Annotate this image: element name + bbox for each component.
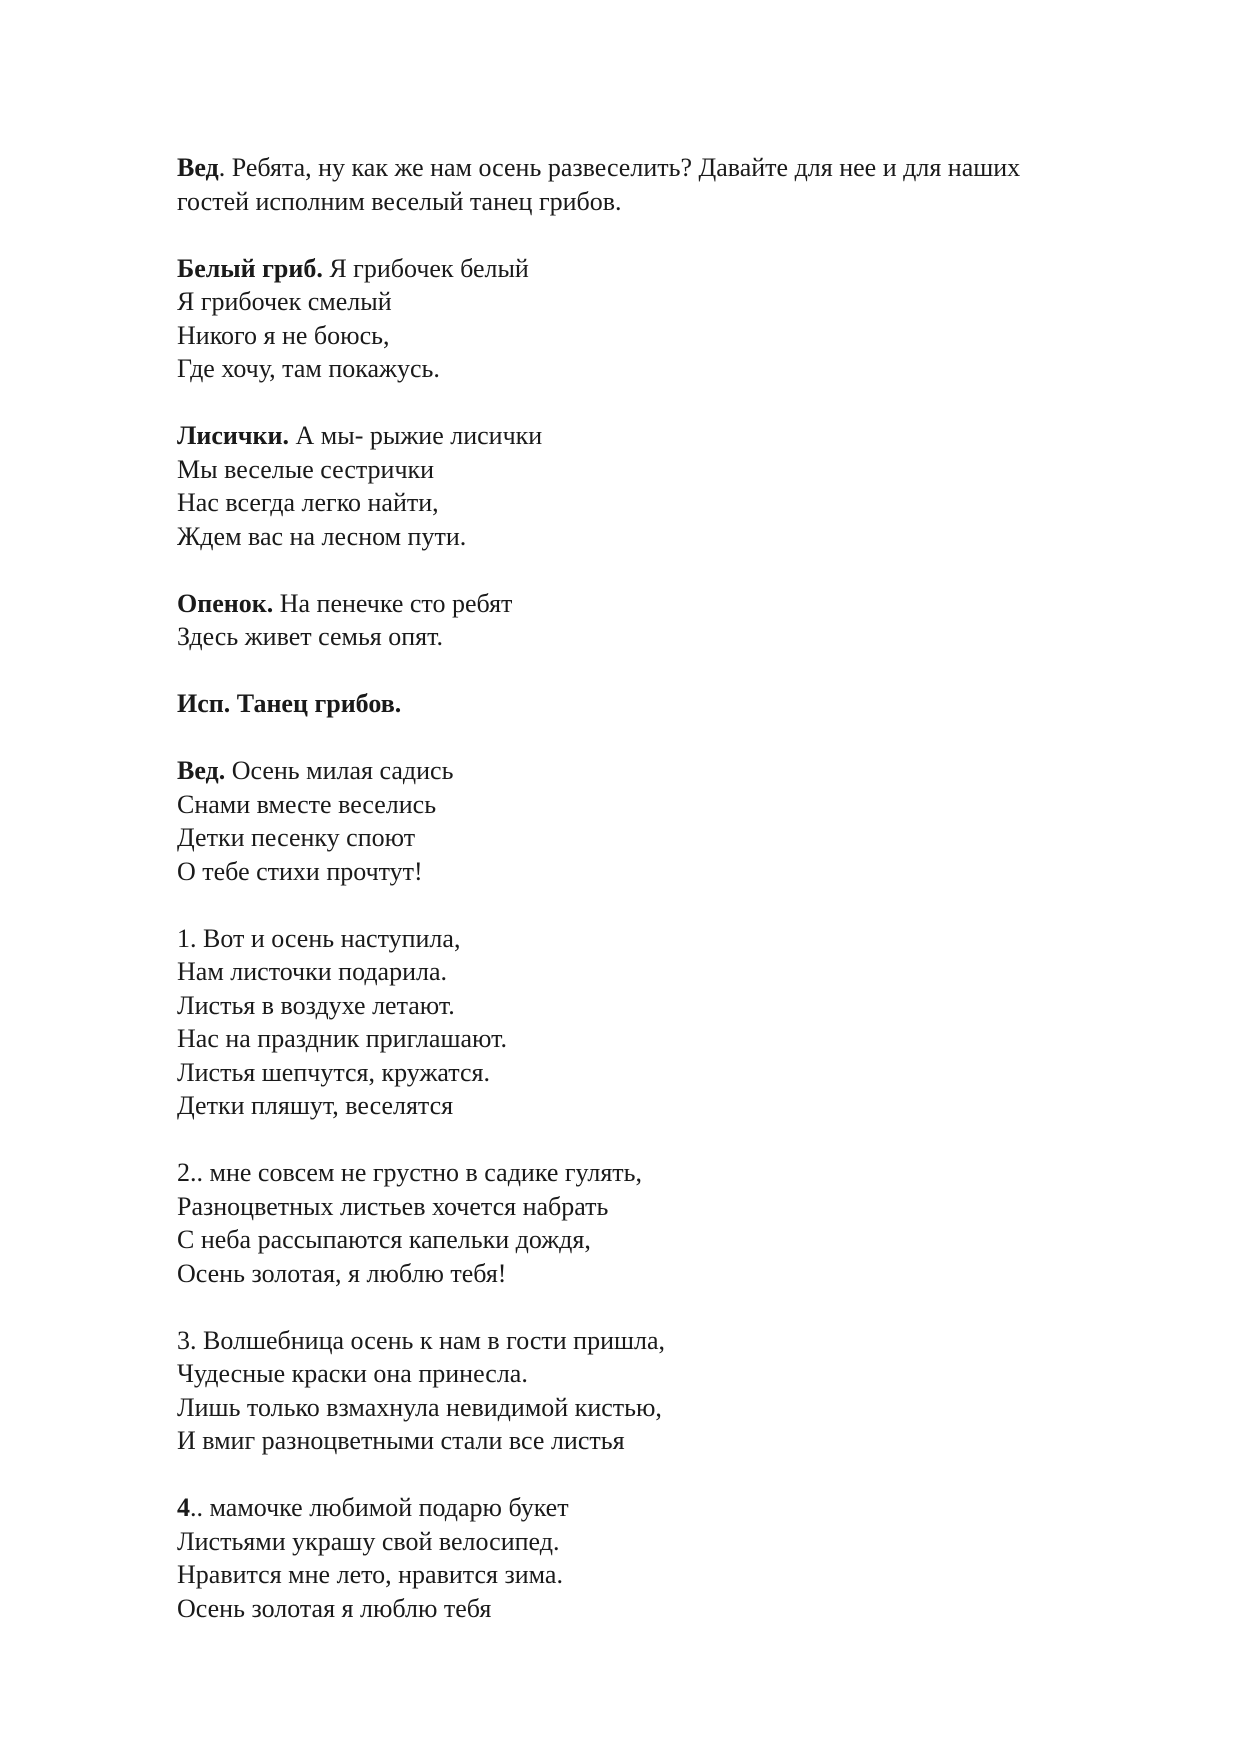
speaker-label: Исп. Танец грибов.	[177, 689, 402, 718]
text-line	[177, 1424, 1137, 1458]
text-block	[177, 587, 1137, 654]
text-line	[177, 788, 1137, 822]
line-text: Мы веселые сестрички	[177, 454, 435, 484]
line-text: гостей исполним веселый танец грибов.	[177, 186, 622, 216]
text-line	[177, 285, 1137, 319]
text-block	[177, 252, 1137, 386]
speaker-label: Белый гриб.	[177, 253, 323, 283]
text-line	[177, 754, 1137, 788]
text-line	[177, 1156, 1137, 1190]
line-text: Где хочу, там покажусь.	[177, 354, 440, 383]
line-text: Нас всегда легко найти,	[177, 488, 439, 517]
text-line	[177, 1089, 1137, 1123]
text-line	[177, 453, 1137, 487]
speaker-label: Вед	[177, 153, 219, 182]
text-line	[177, 1491, 1137, 1525]
line-text: Я грибочек смелый	[177, 287, 392, 316]
text-line	[177, 620, 1137, 654]
text-line	[177, 687, 1137, 721]
text-line	[177, 151, 1137, 185]
text-line	[177, 252, 1137, 286]
text-line	[177, 419, 1137, 453]
text-line	[177, 185, 1137, 219]
text-line	[177, 922, 1137, 956]
line-text: И вмиг разноцветными стали все листья	[177, 1426, 625, 1455]
line-text: 2.. мне совсем не грустно в садике гулять,	[177, 1158, 643, 1187]
line-text: Ждем вас на лесном пути.	[177, 521, 467, 551]
line-text: Разноцветных листьев хочется набрать	[177, 1191, 609, 1221]
line-text: 1. Вот и осень наступила,	[177, 923, 461, 953]
text-block	[177, 1491, 1137, 1625]
line-text: Листья в воздухе летают.	[177, 990, 455, 1020]
text-line	[177, 955, 1137, 989]
speaker-label: Вед.	[177, 756, 226, 785]
line-text: Осень золотая я люблю тебя	[177, 1593, 492, 1623]
line-text: 3. Волшебница осень к нам в гости пришла,	[177, 1325, 666, 1355]
text-block	[177, 151, 1137, 218]
line-text: С неба рассыпаются капельки дождя,	[177, 1225, 591, 1254]
line-text: А мы- рыжие лисички	[289, 421, 543, 450]
line-text: Чудесные краски она принесла.	[177, 1359, 528, 1388]
text-line	[177, 1525, 1137, 1559]
text-line	[177, 1223, 1137, 1257]
line-text: . Ребята, ну как же нам осень развеселить? Давайте для нее и для наших	[218, 153, 1021, 182]
text-line	[177, 855, 1137, 889]
document-body	[177, 151, 1137, 1659]
text-block	[177, 1324, 1137, 1458]
line-text: Детки пляшут, веселятся	[177, 1091, 454, 1120]
line-text: Детки песенку споют	[177, 823, 416, 852]
line-text: На пенечке сто ребят	[273, 588, 513, 618]
text-line	[177, 1190, 1137, 1224]
text-line	[177, 989, 1137, 1023]
line-text: Я грибочек белый	[322, 253, 529, 283]
line-text: Осень милая садись	[225, 756, 454, 785]
text-block	[177, 1156, 1137, 1290]
text-line	[177, 821, 1137, 855]
text-line	[177, 1324, 1137, 1358]
text-line	[177, 587, 1137, 621]
speaker-label: Лисички.	[177, 421, 289, 450]
line-text: Здесь живет семья опят.	[177, 622, 444, 651]
text-block	[177, 754, 1137, 888]
line-text: Осень золотая, я люблю тебя!	[177, 1258, 507, 1288]
text-line	[177, 1558, 1137, 1592]
text-block	[177, 687, 1137, 721]
text-line	[177, 486, 1137, 520]
line-text: Нам листочки подарила.	[177, 957, 448, 986]
text-line	[177, 1592, 1137, 1626]
line-text: Никого я не боюсь,	[177, 320, 390, 350]
line-text: О тебе стихи прочтут!	[177, 856, 423, 886]
text-line	[177, 1357, 1137, 1391]
text-line	[177, 352, 1137, 386]
line-text: Листья шепчутся, кружатся.	[177, 1057, 490, 1087]
text-block	[177, 922, 1137, 1123]
line-text: Листьями украшу свой велосипед.	[177, 1526, 560, 1556]
text-line	[177, 1391, 1137, 1425]
speaker-label: Опенок.	[177, 588, 274, 618]
text-line	[177, 520, 1137, 554]
speaker-label: 4	[177, 1493, 190, 1522]
text-line	[177, 1056, 1137, 1090]
line-text: Нравится мне лето, нравится зима.	[177, 1560, 563, 1589]
line-text: Лишь только взмахнула невидимой кистью,	[177, 1392, 662, 1422]
text-block	[177, 419, 1137, 553]
line-text: Нас на праздник приглашают.	[177, 1024, 507, 1053]
text-line	[177, 1022, 1137, 1056]
line-text: .. мамочке любимой подарю букет	[190, 1493, 569, 1522]
line-text: Снами вместе веселись	[177, 789, 437, 819]
text-line	[177, 1257, 1137, 1291]
text-line	[177, 319, 1137, 353]
